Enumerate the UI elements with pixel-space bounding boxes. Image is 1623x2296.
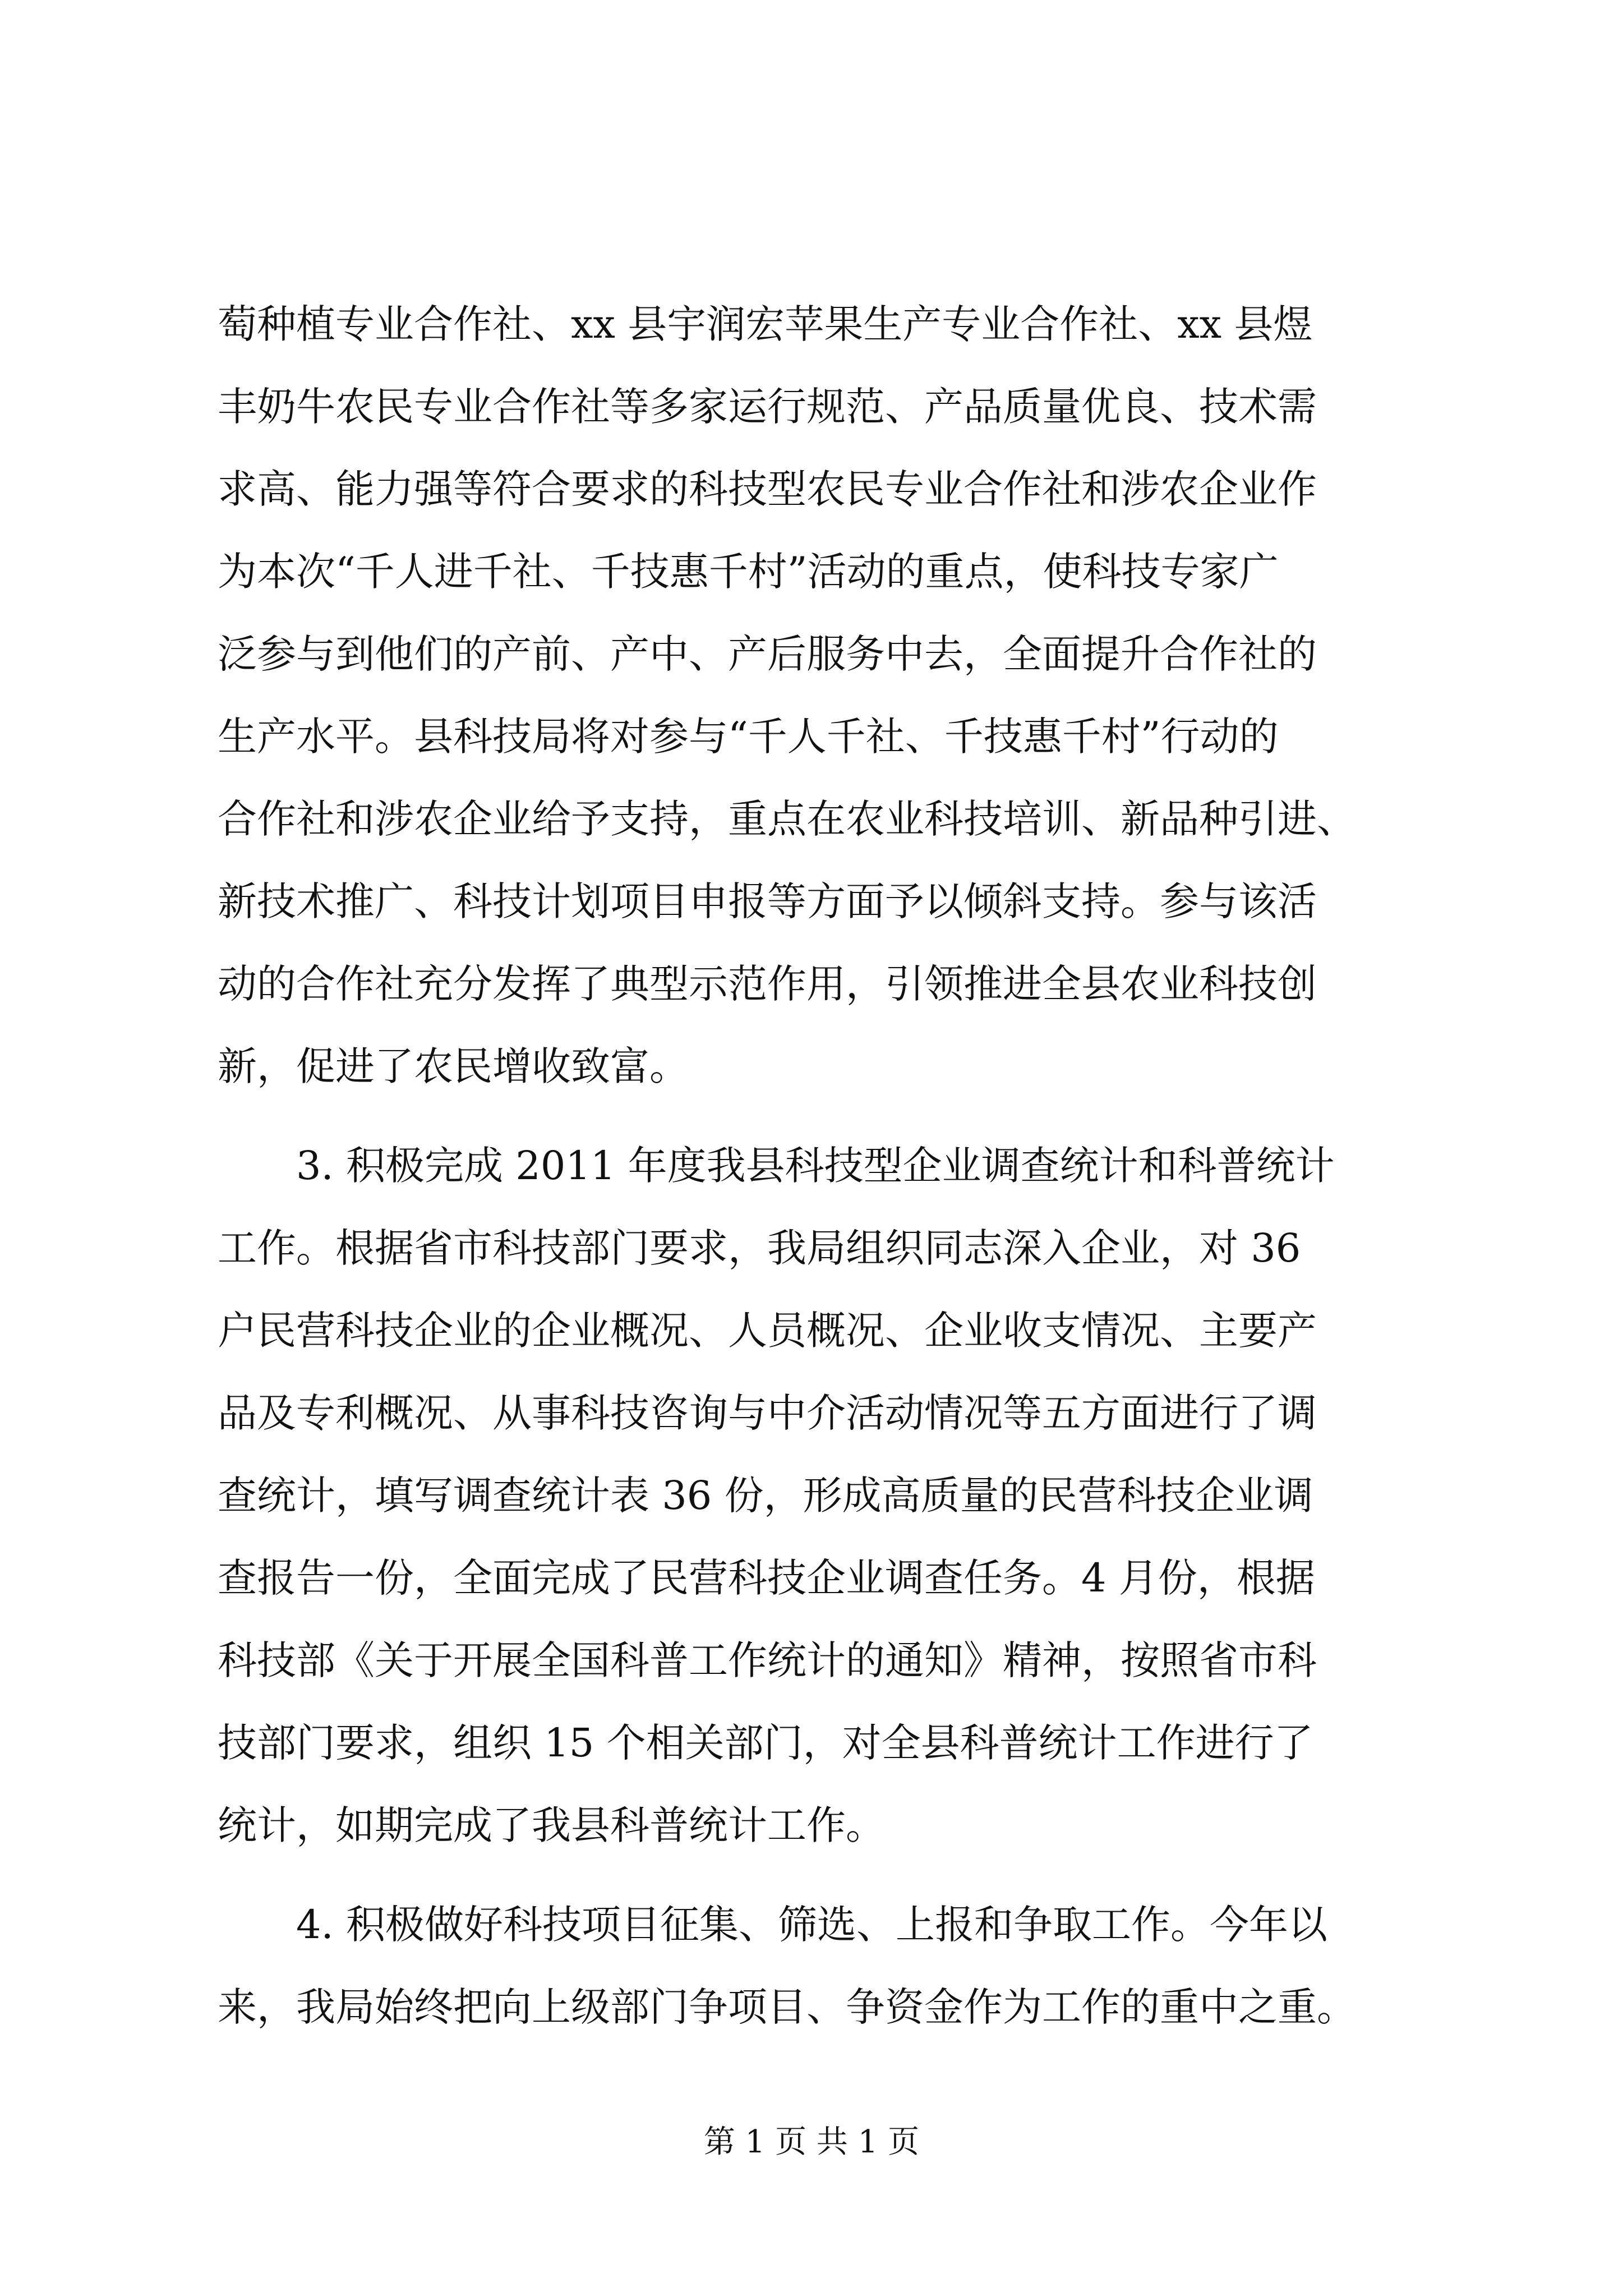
text-line: 求高、能力强等符合要求的科技型农民专业合作社和涉农企业作 — [218, 466, 1317, 512]
text-line: 泛参与到他们的产前、产中、产后服务中去，全面提升合作社的 — [218, 631, 1317, 677]
text-line: 生产水平。县科技局将对参与“千人千社、千技惠千村”行动的 — [218, 714, 1279, 760]
text-line: 新，促进了农民增收致富。 — [218, 1043, 689, 1089]
text-line: 科技部《关于开展全国科普工作统计的通知》精神，按照省市科 — [218, 1637, 1317, 1683]
text-line: 合作社和涉农企业给予支持，重点在农业科技培训、新品种引进、 — [218, 796, 1356, 842]
text-line: 查报告一份，全面完成了民营科技企业调查任务。4 月份，根据 — [218, 1555, 1315, 1601]
text-line: 为本次“千人进千社、千技惠千村”活动的重点，使科技专家广 — [218, 549, 1279, 595]
paragraph-start-line: 3. 积极完成 2011 年度我县科技型企业调查统计和科普统计 — [296, 1143, 1335, 1189]
text-line: 来，我局始终把向上级部门争项目、争资金作为工作的重中之重。 — [218, 1984, 1356, 2030]
document-body — [218, 283, 1412, 2049]
text-line: 丰奶牛农民专业合作社等多家运行规范、产品质量优良、技术需 — [218, 384, 1317, 430]
paragraph-gap — [218, 1108, 1412, 1125]
text-line: 萄种植专业合作社、xx 县宇润宏苹果生产专业合作社、xx 县煜 — [218, 301, 1313, 347]
text-line: 新技术推广、科技计划项目申报等方面予以倾斜支持。参与该活 — [218, 878, 1317, 924]
text-line: 动的合作社充分发挥了典型示范作用，引领推进全县农业科技创 — [218, 961, 1317, 1007]
page-footer: 第 1 页 共 1 页 — [703, 2124, 920, 2160]
paragraph-start-line: 4. 积极做好科技项目征集、筛选、上报和争取工作。今年以 — [296, 1902, 1328, 1948]
text-line: 技部门要求，组织 15 个相关部门，对全县科普统计工作进行了 — [218, 1720, 1313, 1766]
text-line: 户民营科技企业的企业概况、人员概况、企业收支情况、主要产 — [218, 1308, 1317, 1354]
text-line: 工作。根据省市科技部门要求，我局组织同志深入企业，对 36 — [218, 1225, 1301, 1271]
text-line: 品及专利概况、从事科技咨询与中介活动情况等五方面进行了调 — [218, 1390, 1317, 1436]
text-line: 统计，如期完成了我县科普统计工作。 — [218, 1802, 885, 1848]
paragraph-gap — [218, 1867, 1412, 1884]
text-line: 查统计，填写调查统计表 36 份，形成高质量的民营科技企业调 — [218, 1473, 1313, 1519]
